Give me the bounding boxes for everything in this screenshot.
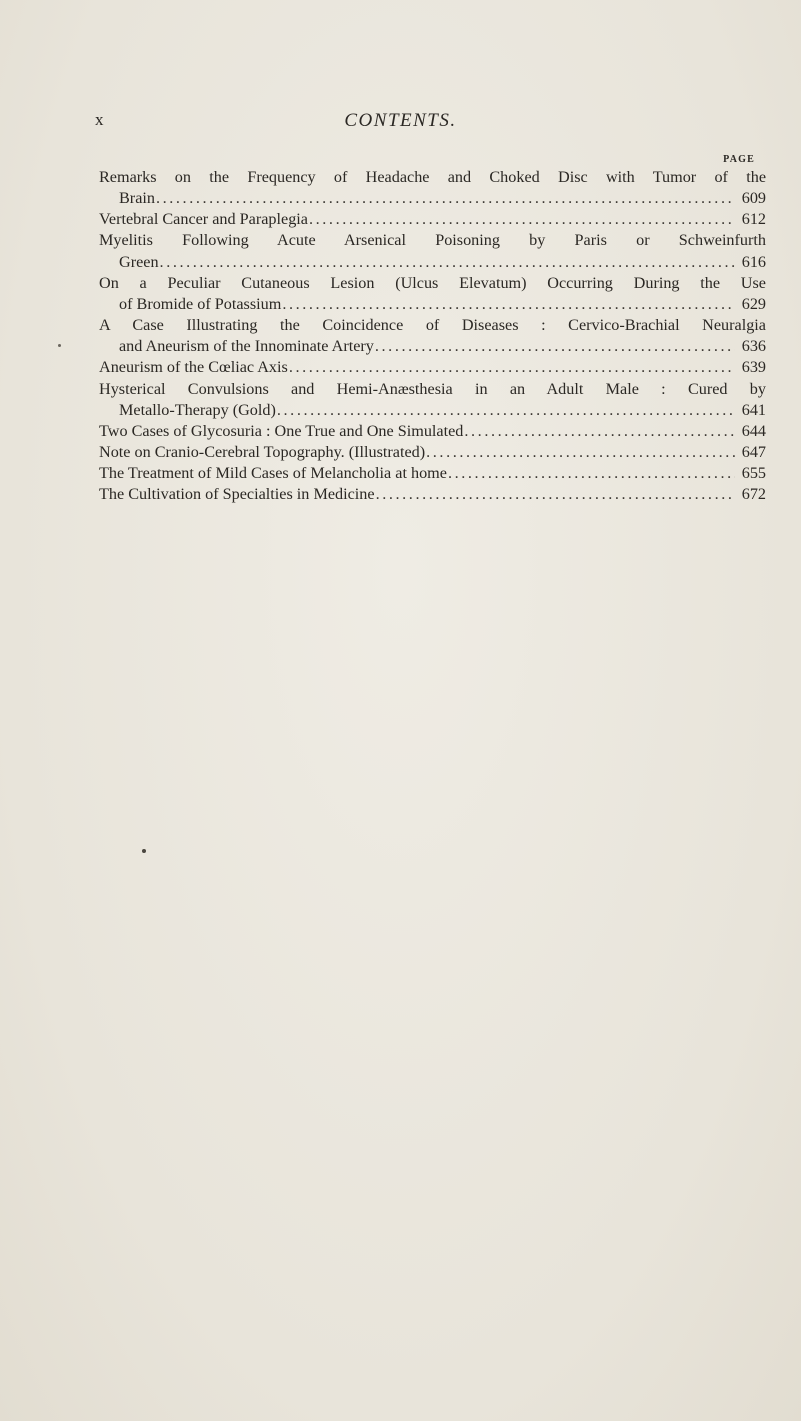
- dot-leader: [282, 294, 735, 315]
- toc-entry: [99, 463, 766, 484]
- toc-entry: [99, 273, 766, 315]
- toc-page-number: 672: [741, 485, 766, 504]
- toc-entry-last-line: [99, 442, 766, 463]
- toc-entry-title-continued: of Bromide of Potassium: [119, 294, 282, 313]
- toc-entry-title-continued: Green: [119, 252, 159, 271]
- toc-entry-title: Aneurism of the Cœliac Axis: [99, 358, 288, 377]
- running-title: CONTENTS.: [344, 110, 457, 131]
- toc-entry: [99, 379, 766, 421]
- toc-entry-last-line: [99, 294, 766, 315]
- toc-entry: [99, 421, 766, 442]
- toc-page-number: 616: [741, 252, 766, 271]
- dot-leader: [376, 484, 735, 505]
- toc-entry: [99, 167, 766, 209]
- toc-page-number: 641: [741, 400, 766, 419]
- toc-page-number: 647: [741, 443, 766, 462]
- toc-page-number: 612: [741, 210, 766, 229]
- toc-entry-title-line: Remarks on the Frequency of Headache and Choked Disc with Tumor of the: [99, 168, 766, 186]
- toc-entry-last-line: [99, 357, 766, 378]
- toc-entry-title: Note on Cranio-Cerebral Topography. (Illustrated): [99, 443, 426, 462]
- dot-leader: [277, 400, 735, 421]
- toc-entry-last-line: [99, 400, 766, 421]
- dot-leader: [289, 357, 735, 378]
- toc-entry-last-line: [99, 484, 766, 505]
- toc-page-number: 629: [741, 294, 766, 313]
- ink-speck: [142, 849, 146, 853]
- dot-leader: [160, 252, 735, 273]
- page-number: x: [95, 110, 105, 129]
- toc-entry-title: Vertebral Cancer and Paraplegia: [99, 210, 308, 229]
- toc-entry: [99, 230, 766, 272]
- toc-entry-title: The Treatment of Mild Cases of Melancholia at home: [99, 464, 447, 483]
- toc-page-number: 639: [741, 358, 766, 377]
- dot-leader: [464, 421, 735, 442]
- ink-speck: [58, 344, 61, 347]
- toc-page-number: 644: [741, 421, 766, 440]
- dot-leader: [156, 188, 735, 209]
- toc-entry-title-line: Hysterical Convulsions and Hemi-Anæsthesia in an Adult Male : Cured by: [99, 379, 766, 398]
- toc-page-number: 655: [741, 464, 766, 483]
- toc-entry: [99, 357, 766, 378]
- toc-entry-title-line: Myelitis Following Acute Arsenical Poisoning by Paris or Schweinfurth: [99, 231, 766, 250]
- dot-leader: [448, 463, 735, 484]
- toc-entry-last-line: [99, 252, 766, 273]
- toc-entry: [99, 209, 766, 230]
- toc-entry-title-line: A Case Illustrating the Coincidence of Diseases : Cervico-Brachial Neuralgia: [99, 316, 766, 335]
- toc-entry-title: The Cultivation of Specialties in Medicine: [99, 485, 375, 504]
- toc-entry: [99, 442, 766, 463]
- toc-entry-title-line: On a Peculiar Cutaneous Lesion (Ulcus Elevatum) Occurring During the Use: [99, 273, 766, 292]
- toc-entry: [99, 484, 766, 505]
- page-column-heading: PAGE: [723, 154, 755, 165]
- toc-entry: [99, 315, 766, 357]
- toc-entry-last-line: [99, 421, 766, 442]
- page-header: [0, 110, 801, 140]
- toc-entry-last-line: [99, 188, 766, 209]
- toc-entry-last-line: [99, 336, 766, 357]
- toc-page-number: 609: [741, 189, 766, 208]
- table-of-contents: [99, 167, 766, 506]
- dot-leader: [375, 336, 735, 357]
- toc-entry-title: Two Cases of Glycosuria : One True and One Simulated: [99, 421, 464, 440]
- dot-leader: [426, 442, 735, 463]
- toc-entry-title-continued: Brain: [119, 189, 155, 208]
- toc-entry-last-line: [99, 209, 766, 230]
- toc-entry-title-continued: and Aneurism of the Innominate Artery: [119, 337, 374, 356]
- toc-entry-title-continued: Metallo-Therapy (Gold): [119, 400, 276, 419]
- dot-leader: [309, 209, 735, 230]
- toc-entry-last-line: [99, 463, 766, 484]
- toc-page-number: 636: [741, 337, 766, 356]
